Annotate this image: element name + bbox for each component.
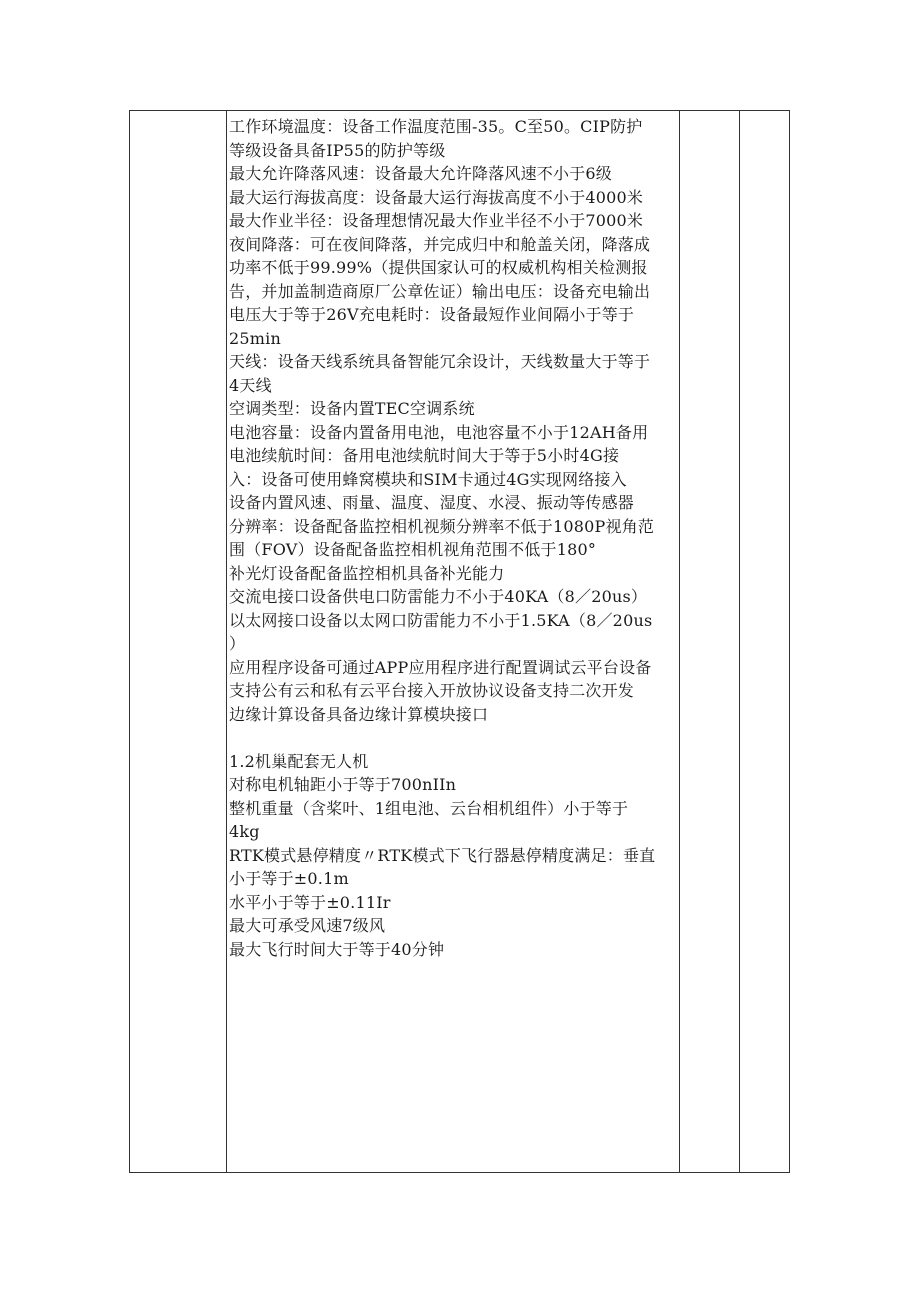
spec-line: 最大运行海拔高度：设备最大运行海拔高度不小于4000米 (229, 187, 644, 207)
spec-cell (229, 115, 674, 961)
spec-line: 功率不低于99.99%（提供国家认可的权威机构相关检测报 (229, 258, 648, 277)
spec-line: 边缘计算设备具备边缘计算模块接口 (229, 704, 489, 724)
spec-line: 等级设备具备IP55的防护等级 (229, 140, 446, 160)
spec-line: 最大可承受风速7级风 (229, 916, 386, 935)
spec-line: 整机重量（含桨叶、1组电池、云台相机组件）小于等于 (229, 798, 629, 818)
spec-line: 最大飞行时间大于等于40分钟 (229, 939, 445, 959)
column-divider (739, 111, 740, 1172)
spec-line: 25min (229, 328, 281, 348)
spec-line: 电压大于等于26V充电耗时：设备最短作业间隔小于等于 (229, 305, 635, 324)
spec-line: 空调类型：设备内置TEC空调系统 (229, 399, 475, 418)
column-divider (226, 111, 227, 1172)
column-divider (679, 111, 680, 1172)
spec-line: 告，并加盖制造商原厂公章佐证）输出电压：设备充电输出 (229, 281, 651, 301)
spec-line: 分辨率：设备配备监控相机视频分辨率不低于1080P视角范 (229, 516, 655, 536)
spec-line: 最大作业半径：设备理想情况最大作业半径不小于7000米 (229, 211, 644, 230)
spec-line: 支持公有云和私有云平台接入开放协议设备支持二次开发 (229, 681, 635, 700)
spec-line: 最大允许降落风速：设备最大允许降落风速不小于6级 (229, 164, 612, 183)
spec-line: 对称电机轴距小于等于700nIIn (229, 775, 457, 794)
spec-line: 补光灯设备配备监控相机具备补光能力 (229, 563, 505, 583)
spec-line: 4kg (229, 822, 260, 841)
spec-line: 设备内置风速、雨量、温度、湿度、水浸、振动等传感器 (229, 493, 635, 512)
spec-line: 小于等于±0.1m (229, 869, 349, 888)
spec-line: 入：设备可使用蜂窝模块和SIM卡通过4G实现网络接入 (229, 469, 627, 489)
spec-line: 电池续航时间：备用电池续航时间大于等于5小时4G接 (229, 446, 620, 465)
spec-line: ） (229, 634, 246, 653)
spec-line: 应用程序设备可通过APP应用程序进行配置调试云平台设备 (229, 657, 652, 677)
spec-line: RTK模式悬停精度〃RTK模式下飞行器悬停精度满足：垂直 (229, 845, 656, 865)
spec-line: 4天线 (229, 375, 272, 395)
spec-line: 围（FOV）设备配备监控相机视角范围不低于180° (229, 540, 597, 559)
spec-line: 以太网接口设备以太网口防雷能力不小于1.5KA（8／20us (229, 610, 653, 630)
spec-table (129, 110, 790, 1173)
spec-line: 电池容量：设备内置备用电池，电池容量不小于12AH备用 (229, 422, 649, 442)
spec-line: 工作环境温度：设备工作温度范围-35。C至50。CIP防护 (229, 117, 643, 136)
spec-line: 夜间降落：可在夜间降落，并完成归中和舱盖关闭，降落成 (229, 234, 651, 254)
spec-line: 交流电接口设备供电口防雷能力不小于40KA（8／20us） (229, 587, 648, 606)
spec-line: 天线：设备天线系统具备智能冗余设计，天线数量大于等于 (229, 352, 651, 371)
spec-line: 水平小于等于±0.11Ir (229, 892, 391, 912)
spec-line: 1.2机巢配套无人机 (229, 751, 369, 771)
blank-line (229, 726, 674, 750)
